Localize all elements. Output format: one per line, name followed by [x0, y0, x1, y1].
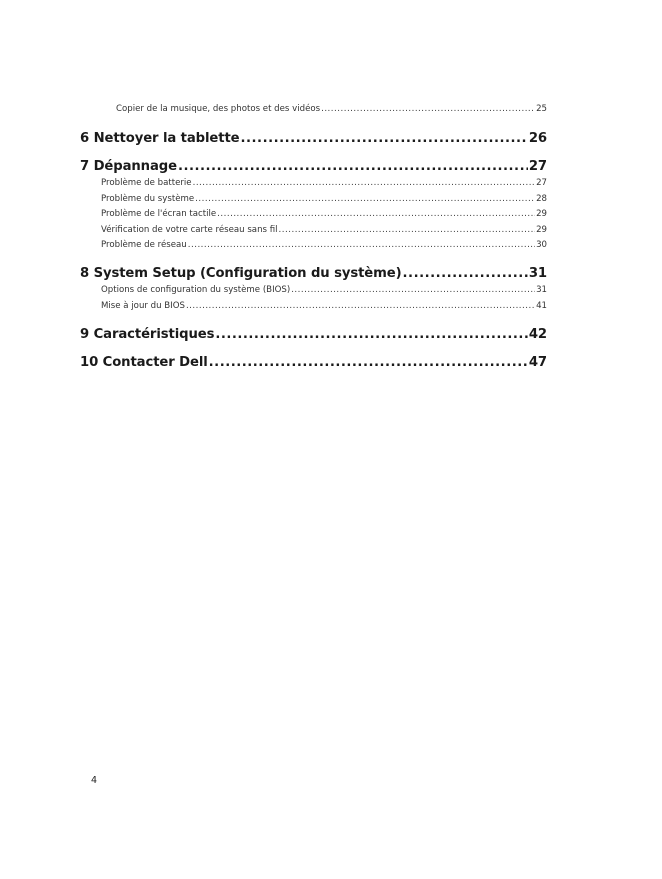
toc-entry-title: Problème de batterie — [101, 178, 192, 188]
toc-entry-bios-update[interactable] — [101, 301, 547, 311]
toc-entry-battery[interactable] — [101, 178, 547, 188]
toc-entry-page: 28 — [536, 194, 547, 204]
page-number: 4 — [91, 775, 98, 786]
toc-chapter-page: 26 — [528, 131, 547, 146]
toc-chapter-page: 47 — [528, 355, 547, 370]
toc-entry-page: 30 — [536, 240, 547, 250]
toc-leader-dots — [188, 240, 535, 250]
toc-leader-dots — [291, 285, 535, 295]
toc-entry-title: Options de configuration du système (BIOS) — [101, 285, 291, 295]
toc-entry-page: 25 — [536, 104, 547, 114]
toc-chapter-10[interactable] — [80, 355, 547, 370]
toc-chapter-9[interactable] — [80, 327, 547, 342]
toc-chapter-page: 27 — [528, 159, 547, 174]
toc-leader-dots — [321, 104, 535, 114]
toc-entry-touchscreen[interactable] — [101, 209, 547, 219]
toc-entry-system[interactable] — [101, 194, 547, 204]
toc-entry-title: Vérification de votre carte réseau sans fil — [101, 225, 278, 235]
toc-leader-dots — [178, 159, 528, 174]
toc-leader-dots — [209, 355, 528, 370]
toc-chapter-title: 8 System Setup (Configuration du système) — [80, 266, 402, 281]
toc-chapter-title: 9 Caractéristiques — [80, 327, 215, 342]
toc-leader-dots — [186, 301, 535, 311]
toc-entry-title: Problème de l'écran tactile — [101, 209, 217, 219]
toc-entry-bios-options[interactable] — [101, 285, 547, 295]
toc-entry-copy-media[interactable] — [116, 104, 547, 114]
toc-chapter-title: 7 Dépannage — [80, 159, 177, 174]
toc-leader-dots — [217, 209, 535, 219]
toc-entry-title: Copier de la musique, des photos et des vidéos — [116, 104, 321, 114]
toc-leader-dots — [195, 194, 535, 204]
toc-entry-page: 41 — [536, 301, 547, 311]
toc-entry-page: 29 — [536, 225, 547, 235]
toc-chapter-title: 10 Contacter Dell — [80, 355, 208, 370]
toc-entry-title: Problème du système — [101, 194, 195, 204]
toc-entry-page: 29 — [536, 209, 547, 219]
toc-chapter-8[interactable] — [80, 266, 547, 281]
toc-leader-dots — [241, 131, 528, 146]
toc-chapter-6[interactable] — [80, 131, 547, 146]
toc-entry-page: 31 — [536, 285, 547, 295]
toc-entry-title: Mise à jour du BIOS — [101, 301, 185, 311]
toc-leader-dots — [403, 266, 528, 281]
toc-entry-page: 27 — [536, 178, 547, 188]
toc-chapter-page: 31 — [528, 266, 547, 281]
toc-chapter-7[interactable] — [80, 159, 547, 174]
toc-chapter-page: 42 — [528, 327, 547, 342]
toc-leader-dots — [279, 225, 536, 235]
toc-leader-dots — [215, 327, 528, 342]
toc-entry-wireless-card[interactable] — [101, 225, 547, 235]
toc-entry-title: Problème de réseau — [101, 240, 187, 250]
toc-leader-dots — [193, 178, 535, 188]
toc-chapter-title: 6 Nettoyer la tablette — [80, 131, 240, 146]
toc-entry-network[interactable] — [101, 240, 547, 250]
